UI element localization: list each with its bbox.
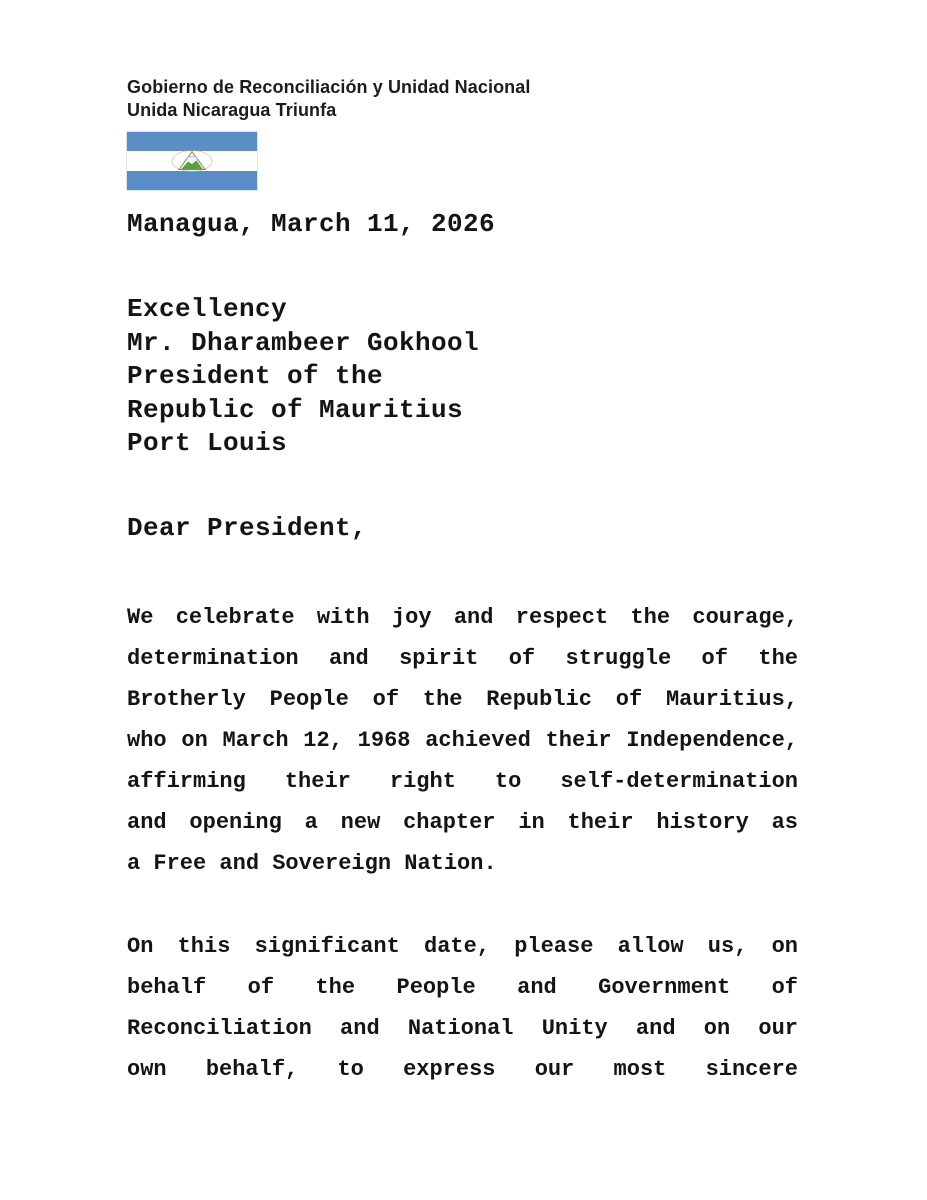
text-line: Republic of Mauritius <box>127 394 464 425</box>
text-line: own behalf, to express our most sincere <box>127 1056 798 1082</box>
letterhead-line2: Unida Nicaragua Triunfa <box>127 100 337 120</box>
text-line: affirming their right to self-determination <box>127 768 798 794</box>
text-line: Mr. Dharambeer Gokhool <box>127 327 480 358</box>
text-line: Excellency <box>127 294 288 324</box>
text-line: Brotherly People of the Republic of Mauritius, <box>127 686 798 712</box>
text-line: Reconciliation and National Unity and on our <box>127 1015 798 1041</box>
recipient-address <box>127 293 798 461</box>
dateline: Managua, March 11, 2026 <box>127 209 496 239</box>
text-line: behalf of the People and Government of <box>127 974 798 1000</box>
text-line: determination and spirit of struggle of the <box>127 645 798 671</box>
coat-of-arms-icon <box>169 148 215 174</box>
text-line: who on March 12, 1968 achieved their Independence, <box>127 727 798 753</box>
body-paragraph-2 <box>127 926 798 1090</box>
body-paragraph-1 <box>127 597 798 884</box>
salutation: Dear President, <box>127 512 368 543</box>
nicaragua-flag-image <box>127 132 257 190</box>
text-line: a Free and Sovereign Nation. <box>127 850 497 876</box>
text-line: and opening a new chapter in their history as <box>127 809 798 835</box>
text-line: We celebrate with joy and respect the courage, <box>127 604 798 630</box>
letter-content <box>127 0 798 1090</box>
letterhead-line1: Gobierno de Reconciliación y Unidad Nacional <box>127 77 531 97</box>
text-line: Port Louis <box>127 428 288 458</box>
text-line: President of the <box>127 361 384 391</box>
text-line: On this significant date, please allow us, on <box>127 933 798 959</box>
letterhead <box>127 76 798 122</box>
